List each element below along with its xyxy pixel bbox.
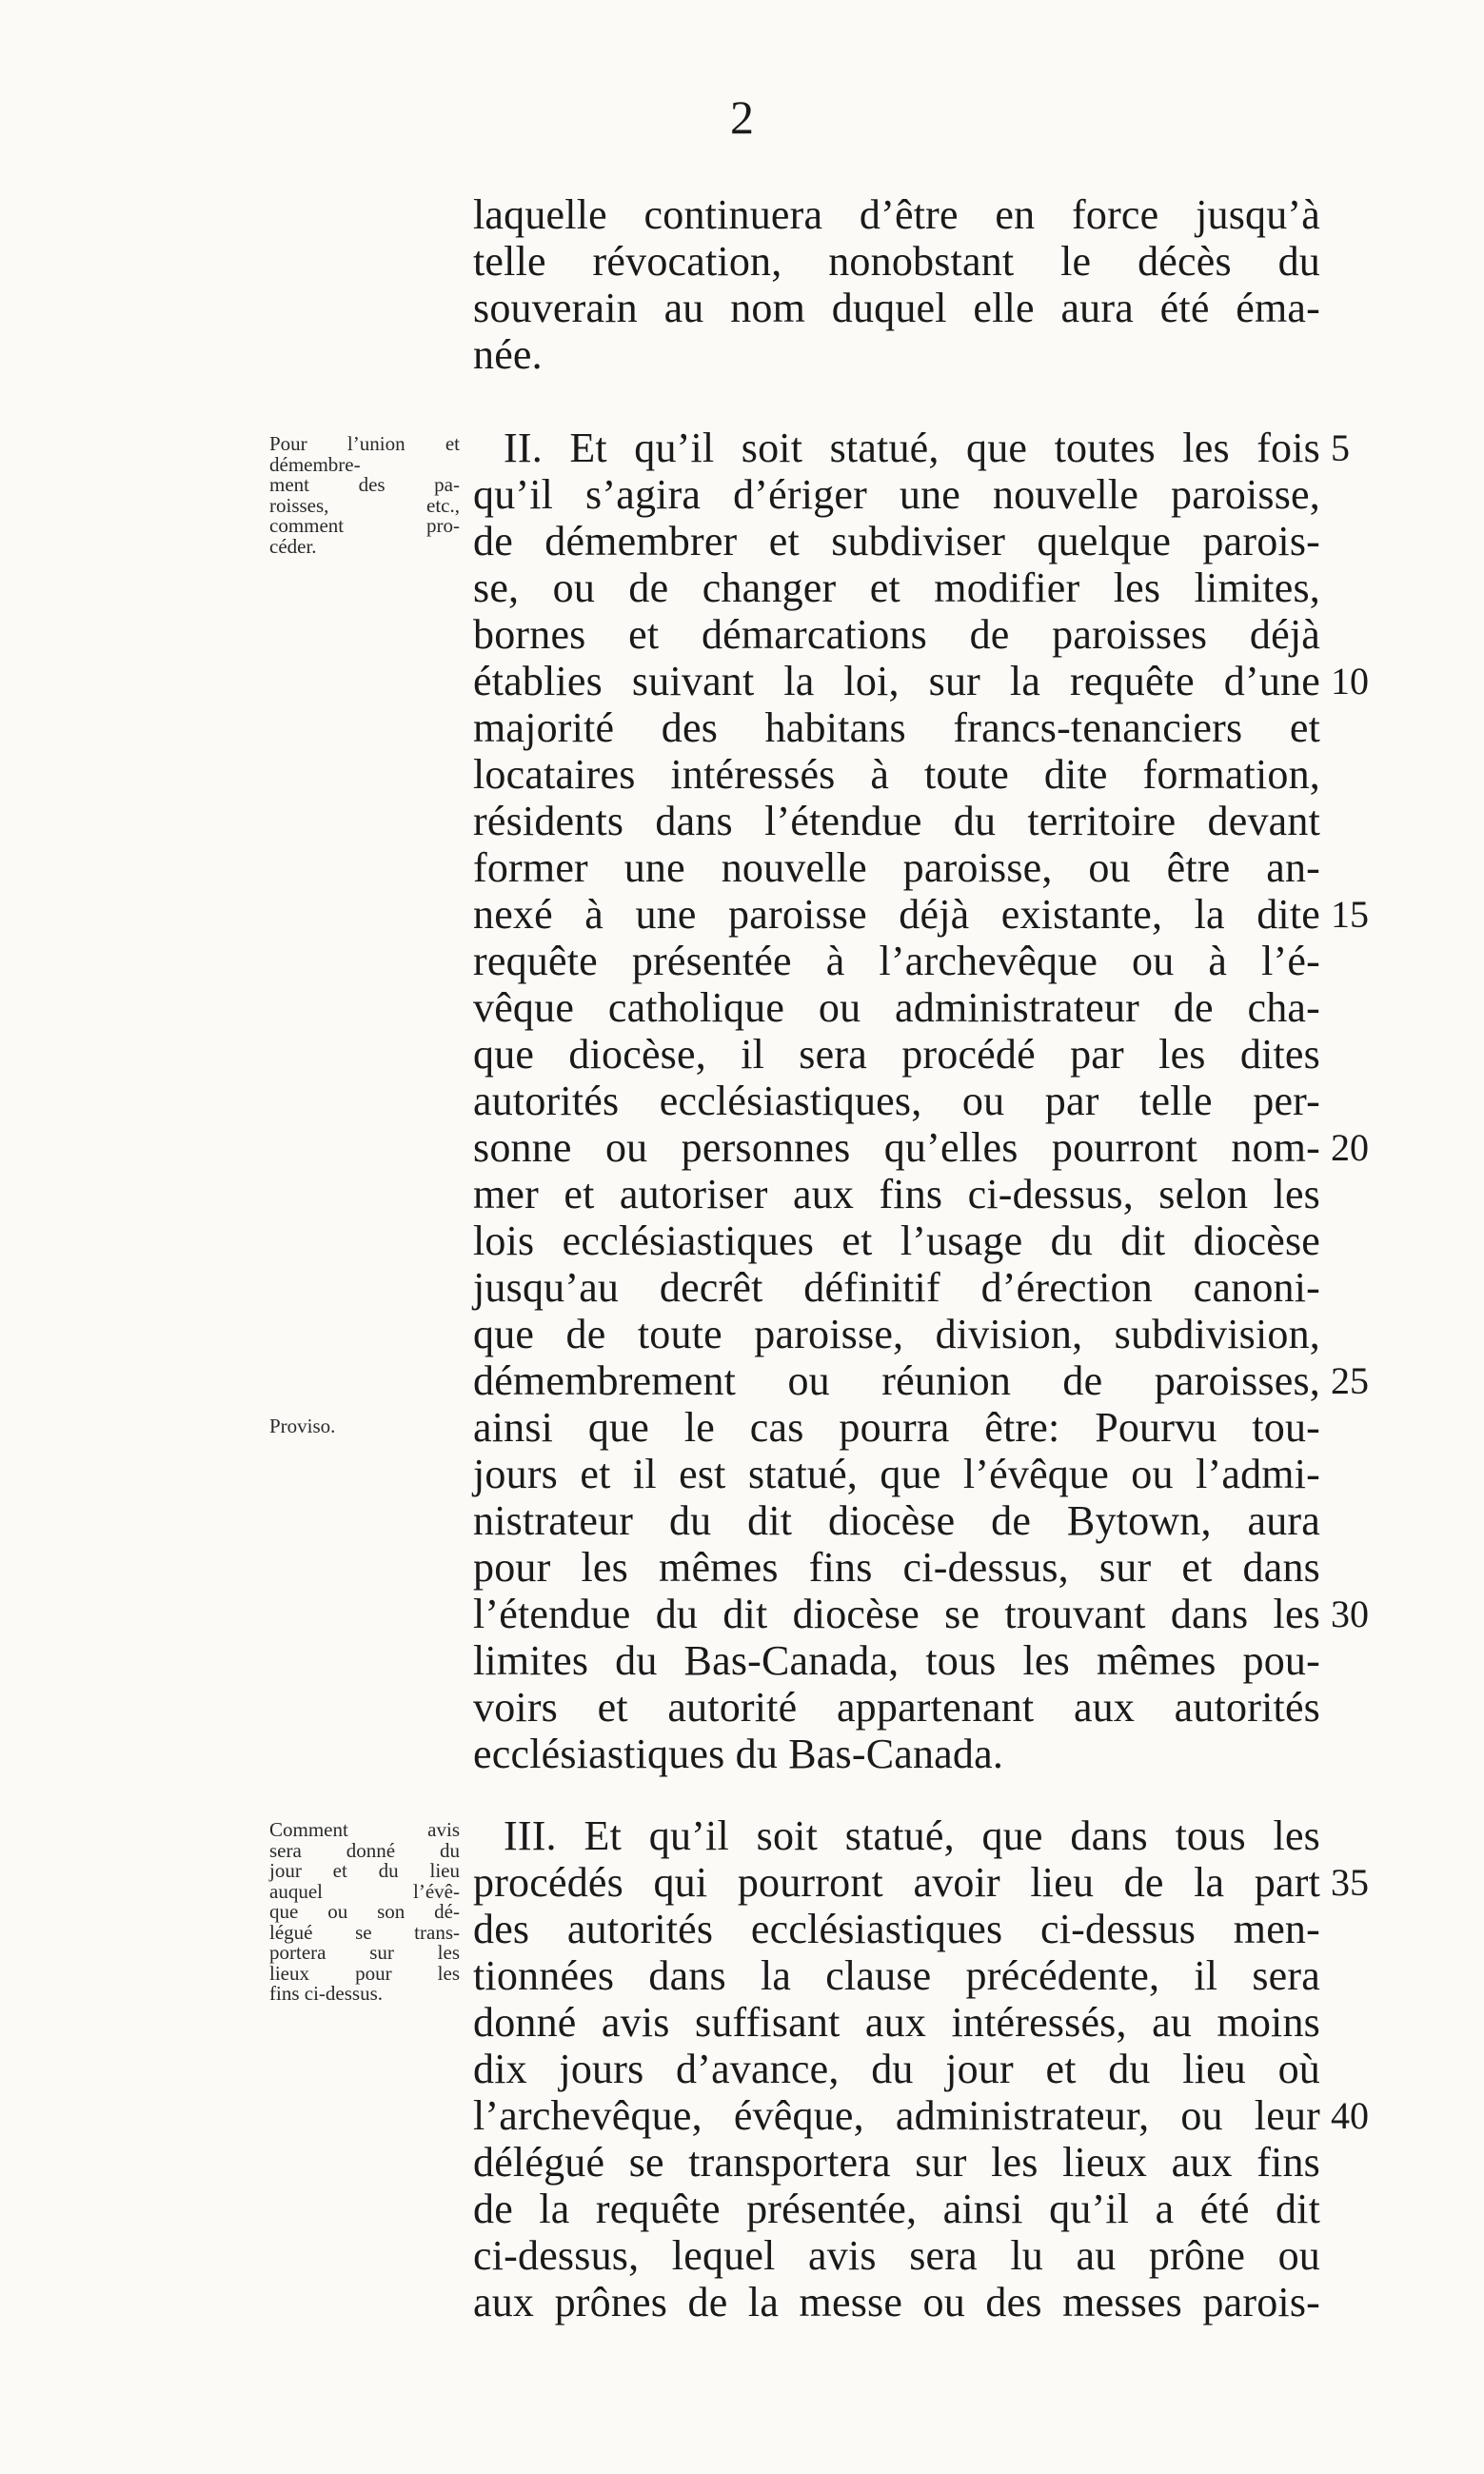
line-number [1331, 1906, 1397, 1952]
text-line: de la requête présentée, ainsi qu’il a été dit [473, 2186, 1320, 2232]
text-line: ecclésiastiques du Bas-Canada. [473, 1731, 1004, 1777]
text-line: procédés qui pourront avoir lieu de la part [473, 1859, 1320, 1906]
line-number [1331, 844, 1397, 891]
text-line: l’archevêque, évêque, administrateur, ou leur [473, 2092, 1320, 2139]
text-line: se, ou de changer et modifier les limites, [473, 564, 1320, 611]
text-line: donné avis suffisant aux intéressés, au moins [473, 1999, 1320, 2046]
text-line: lois ecclésiastiques et l’usage du dit diocèse [473, 1217, 1320, 1264]
text-line: voirs et autorité appartenant aux autorités [473, 1684, 1320, 1731]
margin-note-line: légué se trans- [269, 1920, 460, 1944]
text-line: ci-dessus, lequel avis sera lu au prône ou [473, 2232, 1320, 2279]
margin-note-line: céder. [269, 534, 317, 558]
line-number [1331, 564, 1397, 611]
text-line: vêque catholique ou administrateur de cha- [473, 984, 1320, 1031]
line-number [1331, 1999, 1397, 2046]
text-line: laquelle continuera d’être en force jusqu’à [473, 191, 1320, 238]
page-number: 2 [730, 90, 754, 144]
text-line: née. [473, 331, 543, 378]
text-line: que de toute paroisse, division, subdivision, [473, 1311, 1320, 1357]
margin-note-line: auquel l’évê- [269, 1879, 460, 1903]
margin-note-line: sera donné du [269, 1838, 460, 1862]
text-line: requête présentée à l’archevêque ou à l’é- [473, 938, 1320, 984]
line-number: 15 [1331, 893, 1369, 936]
line-number [1331, 1544, 1397, 1591]
text-line: locataires intéressés à toute dite formation, [473, 751, 1320, 798]
line-number [1331, 518, 1397, 564]
text-line: limites du Bas-Canada, tous les mêmes pou- [473, 1637, 1320, 1684]
margin-note-line: jour et du lieu [269, 1859, 460, 1882]
text-line: qu’il s’agira d’ériger une nouvelle paroisse, [473, 471, 1320, 518]
paragraph-section-iii [473, 1812, 1320, 2326]
line-number [1331, 2046, 1397, 2092]
line-number [1331, 2186, 1397, 2232]
text-line: nexé à une paroisse déjà existante, la dite [473, 891, 1320, 938]
text-line: II. Et qu’il soit statué, que toutes les fois [504, 425, 1320, 471]
text-line: III. Et qu’il soit statué, que dans tous les [504, 1812, 1320, 1859]
margin-note-line: Pour l’union et [269, 432, 460, 455]
line-number [1331, 1031, 1397, 1078]
line-number [1331, 1451, 1397, 1497]
text-line: aux prônes de la messe ou des messes parois- [473, 2279, 1320, 2326]
margin-note-line: ment des pa- [269, 473, 460, 496]
text-line: que diocèse, il sera procédé par les dites [473, 1031, 1320, 1078]
line-number [1331, 1952, 1397, 1999]
paragraph-section-ii [473, 425, 1320, 1777]
line-number [1331, 1078, 1397, 1124]
line-number: 30 [1331, 1593, 1369, 1635]
line-number: 35 [1331, 1861, 1369, 1904]
line-number: 10 [1331, 660, 1369, 703]
line-number [1331, 1812, 1397, 1859]
margin-note-line: comment pro- [269, 514, 460, 537]
line-number: 5 [1331, 426, 1350, 469]
text-line: tionnées dans la clause précédente, il sera [473, 1952, 1320, 1999]
line-number [1331, 1217, 1397, 1264]
margin-note-avis [269, 1820, 460, 2005]
text-line: majorité des habitans francs-tenanciers et [473, 704, 1320, 751]
text-line: établies suivant la loi, sur la requête d’une [473, 658, 1320, 704]
text-line: l’étendue du dit diocèse se trouvant dans les [473, 1591, 1320, 1637]
line-number [1331, 1731, 1397, 1777]
text-line: sonne ou personnes qu’elles pourront nom- [473, 1124, 1320, 1171]
margin-note-line: démembre- [269, 452, 361, 476]
margin-note-line: fins ci-dessus. [269, 1982, 383, 2005]
margin-note-union [269, 434, 460, 557]
line-number [1331, 1404, 1397, 1451]
text-line: des autorités ecclésiastiques ci-dessus men- [473, 1906, 1320, 1952]
line-number [1331, 611, 1397, 658]
line-number [1331, 1264, 1397, 1311]
margin-note-line: roisses, etc., [269, 493, 460, 517]
margin-note-line: que ou son dé- [269, 1900, 460, 1923]
line-number: 25 [1331, 1359, 1369, 1402]
text-line: délégué se transportera sur les lieux aux fins [473, 2139, 1320, 2186]
margin-note-line: portera sur les [269, 1941, 460, 1964]
margin-note-line: Proviso. [269, 1415, 336, 1437]
line-number [1331, 1684, 1397, 1731]
text-line: résidents dans l’étendue du territoire devant [473, 798, 1320, 844]
text-line: bornes et démarcations de paroisses déjà [473, 611, 1320, 658]
text-line: dix jours d’avance, du jour et du lieu où [473, 2046, 1320, 2092]
text-line: de démembrer et subdiviser quelque parois- [473, 518, 1320, 564]
line-number [1331, 2279, 1397, 2326]
text-line: jours et il est statué, que l’évêque ou l’admi- [473, 1451, 1320, 1497]
line-number [1331, 1311, 1397, 1357]
text-line: pour les mêmes fins ci-dessus, sur et dans [473, 1544, 1320, 1591]
text-line: démembrement ou réunion de paroisses, [473, 1357, 1320, 1404]
margin-note-proviso [269, 1416, 460, 1437]
margin-note-line: lieux pour les [269, 1961, 460, 1985]
text-line: ainsi que le cas pourra être: Pourvu tou- [473, 1404, 1320, 1451]
text-line: nistrateur du dit diocèse de Bytown, aura [473, 1497, 1320, 1544]
line-number [1331, 1171, 1397, 1217]
text-line: telle révocation, nonobstant le décès du [473, 238, 1320, 285]
line-number [1331, 704, 1397, 751]
line-number [1331, 984, 1397, 1031]
text-line: souverain au nom duquel elle aura été éma- [473, 285, 1320, 331]
margin-note-line: Comment avis [269, 1818, 460, 1841]
line-number: 20 [1331, 1126, 1369, 1169]
line-number [1331, 798, 1397, 844]
line-number-gutter [1331, 425, 1397, 1777]
line-number [1331, 471, 1397, 518]
line-number-gutter [1331, 1812, 1397, 2326]
text-line: jusqu’au decrêt définitif d’érection canoni- [473, 1264, 1320, 1311]
line-number: 40 [1331, 2094, 1369, 2137]
paragraph-continuation [473, 191, 1320, 378]
line-number [1331, 2139, 1397, 2186]
text-line: mer et autoriser aux fins ci-dessus, selon les [473, 1171, 1320, 1217]
line-number [1331, 751, 1397, 798]
text-line: autorités ecclésiastiques, ou par telle per- [473, 1078, 1320, 1124]
line-number [1331, 938, 1397, 984]
text-line: former une nouvelle paroisse, ou être an- [473, 844, 1320, 891]
line-number [1331, 2232, 1397, 2279]
line-number [1331, 1637, 1397, 1684]
line-number [1331, 1497, 1397, 1544]
